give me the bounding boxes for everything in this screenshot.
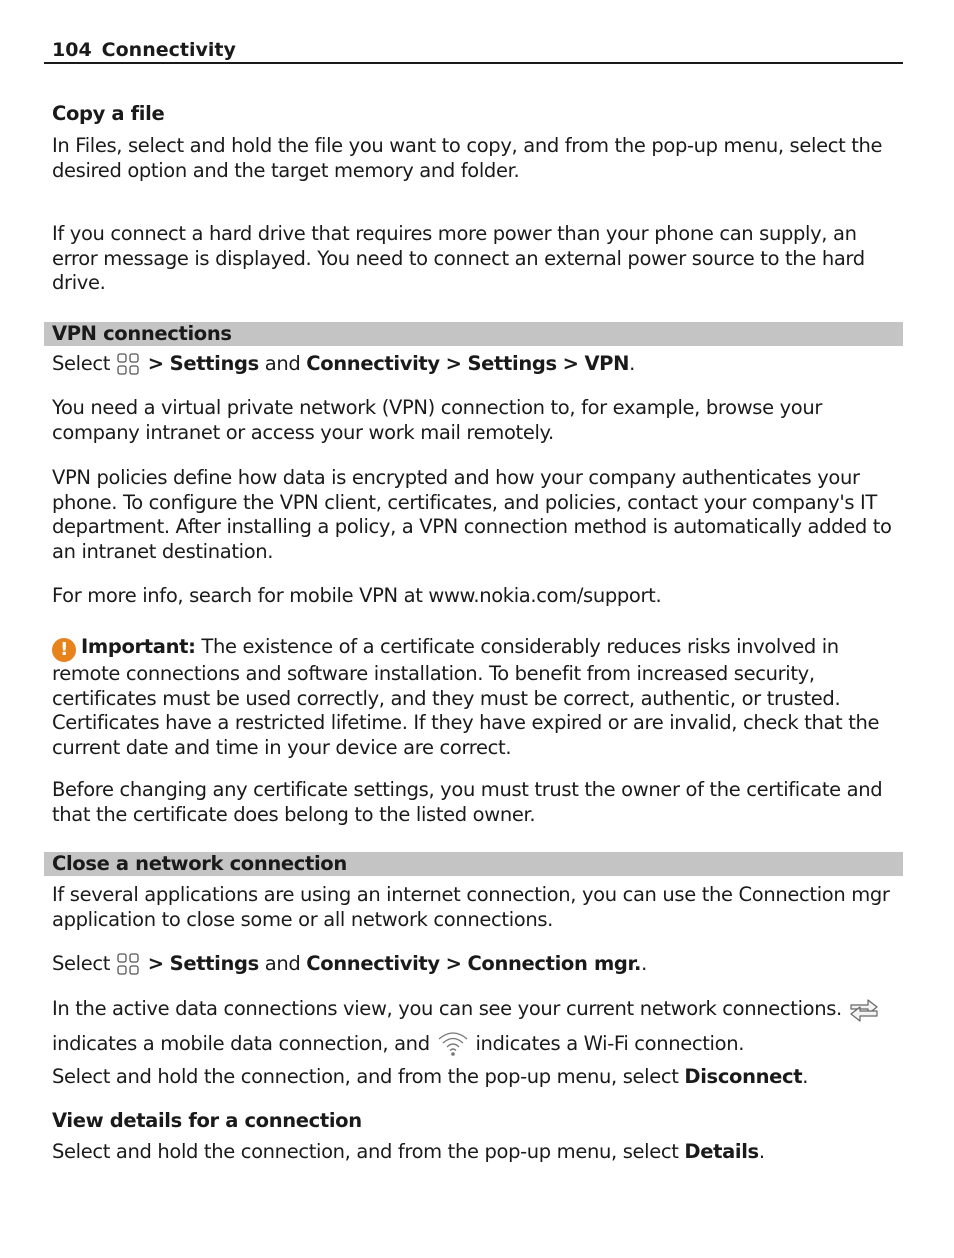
wifi-icon (436, 1029, 470, 1064)
vpn-path: Select > Settings and Connectivity > Settings > VPN. (52, 352, 898, 383)
vpn-paragraph-2: VPN policies define how data is encrypted and how your company authenticates your phone. To configure the VPN client, certificates, and policies, contact your company's IT department. After installing a policy, a VPN connection method is automatically added to an intranet destination. (52, 466, 892, 563)
important-text: The existence of a certificate considerably reduces risks involved in remote connections and software installation. To benefit from increased security, certificates must be used correctly, and they must be correct, authentic, or trusted. Certificates have a restricted lifetime. If they have expired or are invalid, check that the current date and time in your device are correct. (52, 635, 880, 759)
connection-manager-label: Connection mgr. (467, 952, 642, 975)
disconnect-option-label: Disconnect (684, 1065, 803, 1088)
important-note (52, 635, 898, 760)
close-connection-heading: Close a network connection (44, 852, 903, 876)
details-paragraph: Select and hold the connection, and from the pop-up menu, select Details. (52, 1140, 765, 1163)
mobile-data-icon (848, 996, 880, 1029)
important-label: Important: (81, 635, 196, 658)
vpn-paragraph-1: You need a virtual private network (VPN) connection to, for example, browse your company intranet or access your work mail remotely. (52, 396, 823, 444)
connectivity-menu-label: Connectivity (306, 352, 440, 375)
page-number: 104 (52, 39, 92, 61)
copy-file-title: Copy a file (52, 102, 165, 125)
details-option-label: Details (684, 1140, 759, 1163)
close-paragraph-1: If several applications are using an internet connection, you can use the Connection mgr application to close some or all network connections. (52, 883, 890, 931)
connectivity-menu-label: Connectivity (306, 952, 440, 975)
menu-icon (116, 952, 142, 983)
close-path: Select > Settings and Connectivity > Connection mgr.. (52, 952, 898, 983)
close-paragraph-2: In the active data connections view, you can see your current network connections. indicates a mobile data connection, and indicates a Wi-Fi connection. (52, 996, 898, 1063)
vpn-heading: VPN connections (44, 322, 903, 346)
details-title: View details for a connection (52, 1109, 362, 1132)
close-paragraph-3: Select and hold the connection, and from the pop-up menu, select Disconnect. (52, 1065, 809, 1088)
settings-menu-label: Settings (169, 352, 259, 375)
settings-submenu-label: Settings (467, 352, 557, 375)
power-note: If you connect a hard drive that requires more power than your phone can supply, an error message is displayed. You need to connect an external power source to the hard drive. (52, 222, 865, 294)
menu-icon (116, 352, 142, 383)
chapter-title: Connectivity (101, 39, 236, 61)
vpn-paragraph-4: Before changing any certificate settings, you must trust the owner of the certificate and that the certificate does belong to the listed owner. (52, 778, 883, 826)
warning-icon: ! (52, 638, 76, 662)
vpn-paragraph-3: For more info, search for mobile VPN at www.nokia.com/support. (52, 584, 662, 607)
page-header (44, 38, 903, 64)
vpn-menu-label: VPN (584, 352, 630, 375)
copy-file-text: In Files, select and hold the file you want to copy, and from the pop-up menu, select the desired option and the target memory and folder. (52, 134, 883, 182)
settings-menu-label: Settings (169, 952, 259, 975)
